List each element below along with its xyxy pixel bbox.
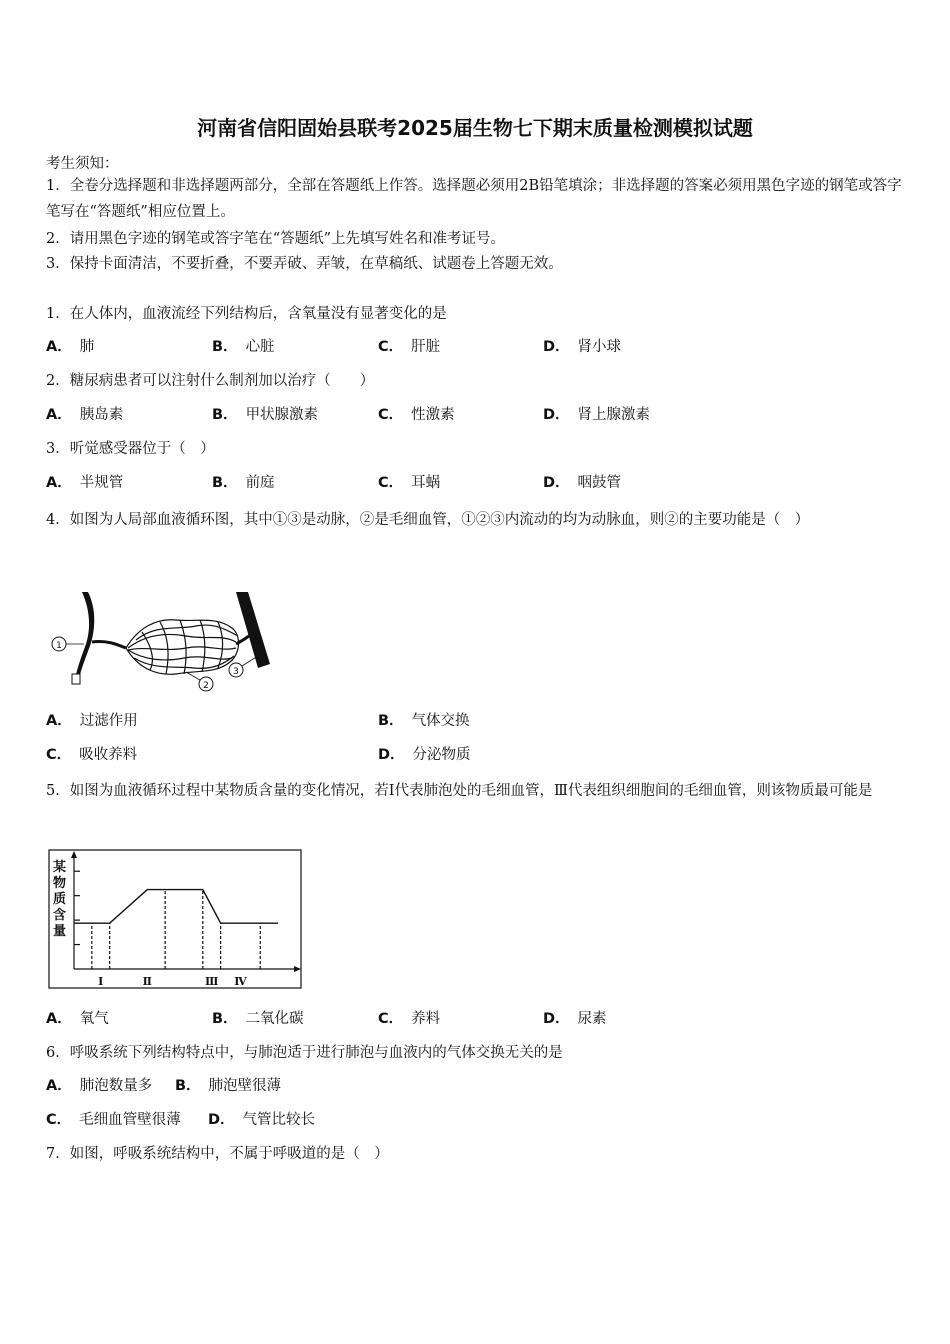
x-category-label: Ⅲ: [205, 975, 219, 988]
notice-item-1: 1．全卷分选择题和非选择题两部分，全部在答题纸上作答。选择题必须用2B铅笔填涂；非选择题的答案必须用黑色字迹的钢笔或答字笔写在“答题纸”相应位置上。: [46, 178, 902, 220]
q4-option-c[interactable]: C． 吸收养料: [46, 747, 138, 763]
chart-ylabel-4: 含: [53, 908, 67, 923]
svg-text:2: 2: [203, 681, 209, 691]
q2-option-a[interactable]: A． 胰岛素: [46, 407, 124, 423]
q4-option-b[interactable]: B． 气体交换: [378, 713, 470, 729]
chart-ylabel-1: 某: [53, 860, 67, 875]
artery-1: [74, 592, 94, 684]
question-6-stem: 6．呼吸系统下列结构特点中，与肺泡适于进行肺泡与血液内的气体交换无关的是: [46, 1045, 563, 1061]
svg-text:1: 1: [56, 641, 62, 651]
q2-option-b[interactable]: B． 甲状腺激素: [212, 407, 319, 423]
page-title: 河南省信阳固始县联考2025届生物七下期末质量检测模拟试题: [197, 116, 753, 140]
q6-option-d[interactable]: D． 气管比较长: [208, 1112, 316, 1128]
q2-option-d[interactable]: D． 肾上腺激素: [543, 407, 651, 423]
q4-option-a[interactable]: A． 过滤作用: [46, 713, 138, 729]
artery-3: [236, 592, 270, 668]
x-category-label: Ⅱ: [142, 975, 152, 988]
q1-option-a[interactable]: A． 肺: [46, 339, 95, 355]
q6-option-c[interactable]: C． 毛细血管壁很薄: [46, 1112, 181, 1128]
q1-option-d[interactable]: D． 肾小球: [543, 339, 622, 355]
q6-option-b[interactable]: B． 肺泡壁很薄: [175, 1078, 282, 1094]
chart-ylabel-3: 质: [53, 892, 67, 907]
q3-option-d[interactable]: D． 咽鼓管: [543, 475, 622, 491]
q2-option-c[interactable]: C． 性激素: [378, 407, 455, 423]
question-1-stem: 1．在人体内，血液流经下列结构后，含氧量没有显著变化的是: [46, 306, 447, 322]
notice-heading: 考生须知：: [46, 156, 119, 172]
chart-frame: [49, 850, 301, 988]
q3-option-b[interactable]: B． 前庭: [212, 475, 275, 491]
svg-text:3: 3: [233, 667, 239, 677]
q1-option-c[interactable]: C． 肝脏: [378, 339, 441, 355]
q6-option-a[interactable]: A． 肺泡数量多: [46, 1078, 153, 1094]
x-category-label: Ⅳ: [234, 975, 247, 988]
question-3-stem: 3．听觉感受器位于（ ）: [46, 441, 215, 457]
notice-item-2: 2．请用黑色字迹的钢笔或答字笔在“答题纸”上先填写姓名和准考证号。: [46, 231, 506, 247]
q1-option-b[interactable]: B． 心脏: [212, 339, 275, 355]
q5-option-a[interactable]: A． 氧气: [46, 1011, 109, 1027]
q3-option-a[interactable]: A． 半规管: [46, 475, 124, 491]
x-category-label: Ⅰ: [98, 975, 104, 988]
question-7-stem: 7．如图，呼吸系统结构中，不属于呼吸道的是（ ）: [46, 1146, 389, 1162]
substance-content-chart: [48, 849, 302, 989]
notice-item-3: 3．保持卡面清洁，不要折叠，不要弄破、弄皱，在草稿纸、试题卷上答题无效。: [46, 256, 563, 272]
question-2-stem: 2．糖尿病患者可以注射什么制剂加以治疗（ ）: [46, 373, 375, 389]
capillary-network: [126, 620, 239, 675]
q5-option-c[interactable]: C． 养料: [378, 1011, 441, 1027]
q5-option-b[interactable]: B． 二氧化碳: [212, 1011, 304, 1027]
chart-ylabel-5: 量: [53, 924, 67, 939]
blood-circulation-figure: [46, 588, 278, 698]
q3-option-c[interactable]: C． 耳蜗: [378, 475, 441, 491]
chart-ylabel-2: 物: [53, 876, 67, 891]
q5-option-d[interactable]: D． 尿素: [543, 1011, 607, 1027]
question-5-stem: 5．如图为血液循环过程中某物质含量的变化情况，若Ⅰ代表肺泡处的毛细血管，Ⅲ代表组织细胞间的毛细血管，则该物质最可能是: [46, 783, 873, 799]
question-4-stem: 4．如图为人局部血液循环图，其中①③是动脉，②是毛细血管，①②③内流动的均为动脉血，则②的主要功能是（ ）: [46, 512, 810, 528]
q4-option-d[interactable]: D． 分泌物质: [378, 747, 471, 763]
